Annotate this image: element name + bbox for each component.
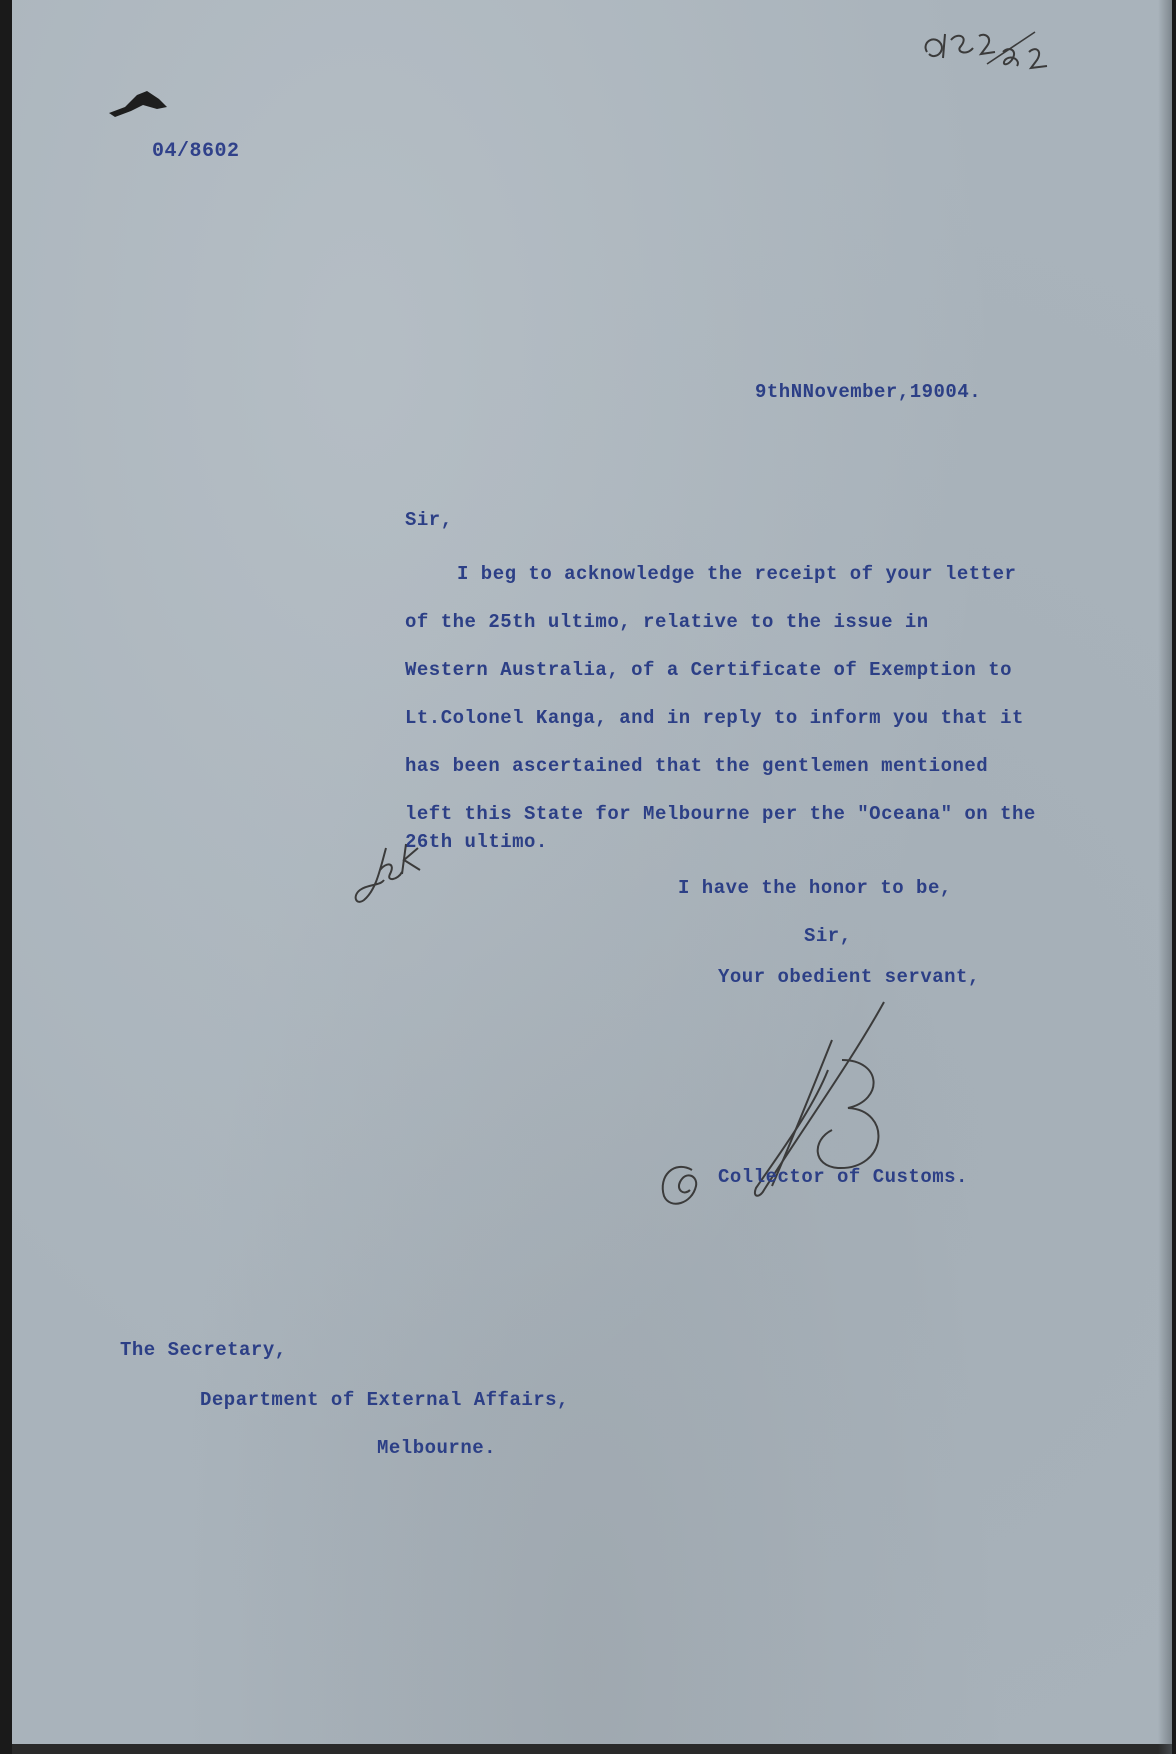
- body-line: left this State for Melbourne per the "Oceana" on the: [405, 803, 1036, 825]
- body-line: of the 25th ultimo, relative to the issue in: [405, 611, 929, 633]
- signature-title: Collector of Customs.: [718, 1166, 968, 1188]
- salutation: Sir,: [405, 509, 453, 531]
- closing-line: Your obedient servant,: [718, 966, 980, 988]
- letter-page: [12, 0, 1172, 1754]
- body-line: Lt.Colonel Kanga, and in reply to inform you that it: [405, 707, 1024, 729]
- body-line: 26th ultimo.: [405, 831, 548, 853]
- body-line: has been ascertained that the gentlemen mentioned: [405, 755, 989, 777]
- letter-date: 9thNNovember,19004.: [755, 381, 982, 403]
- handwritten-initials: [350, 840, 430, 910]
- closing-line: Sir,: [804, 925, 852, 947]
- body-line: Western Australia, of a Certificate of Exemption to: [405, 659, 1012, 681]
- addressee-line: Melbourne.: [377, 1437, 497, 1459]
- handwritten-file-annotation: [917, 22, 1077, 77]
- file-reference-number: 04/8602: [152, 140, 240, 163]
- page-bottom-edge: [12, 1744, 1172, 1754]
- paper-tear-mark: [107, 85, 177, 125]
- closing-line: I have the honor to be,: [678, 877, 952, 899]
- body-line: I beg to acknowledge the receipt of your letter: [457, 563, 1017, 585]
- addressee-line: The Secretary,: [120, 1339, 287, 1361]
- addressee-line: Department of External Affairs,: [200, 1389, 569, 1411]
